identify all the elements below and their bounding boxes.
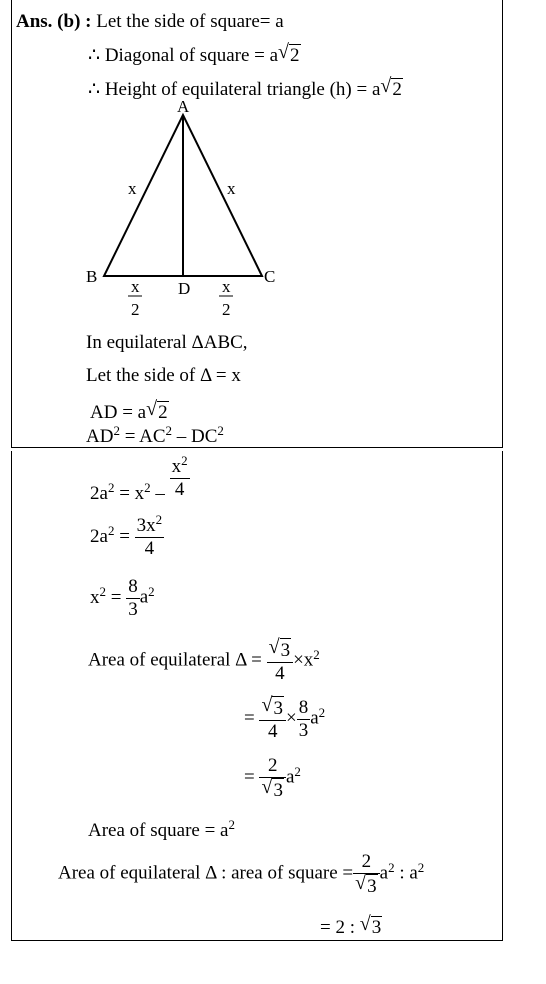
sqrt-2: √ 2 [146,401,169,422]
vertex-c-label: C [264,267,276,286]
area-step-3: = 2 √ 3 $a^2$ [244,755,301,802]
let-side-line: Let the side of Δ = x [86,365,241,386]
diagonal-line [88,44,301,65]
dc-den-label: 2 [222,300,231,319]
pythagoras-equation: $AD^2 = AC^2 - DC^2$ [86,423,224,447]
equation-3: $x^2$ = $\frac{8}{3}$ $a^2$ [90,576,155,620]
in-equilateral-line: In equilateral ΔABC, [86,332,248,353]
vertex-a-label: A [177,98,190,116]
area-step-2: = √ $\frac{3}{4}$ × $\frac{8}{3}$ $a^2$ [244,696,325,743]
sqrt-2: √ 2 [278,44,301,65]
equation-1: $2a^2 = x^2$ – $\frac{x^2}{4}$ [90,453,188,504]
fraction-8-over-3: $\frac{8}{3}$ [128,576,138,620]
answer-line-1 [16,12,284,31]
fraction-sqrt3-over-4: √ $\frac{3}{4}$ [267,638,294,685]
point-d-label: D [178,279,191,298]
area-triangle-equation: Area of equilateral Δ = √ $\frac{3}{4}$ $\times x^2$ [88,638,320,685]
side-ac-label: x [227,179,236,198]
equation-2: $2a^2$ = $\frac{3x^2}{4}$ [90,512,163,559]
area-square-line: Area of square = $a^2$ [88,817,235,841]
bd-den-label: 2 [131,300,140,319]
ad-equation: AD = a√ 2 [90,401,169,422]
height-text: ∴ Height of equilateral triangle (h) = a [88,79,381,100]
diagonal-text: ∴ Diagonal of square = a [88,45,279,66]
side-of-square-text: Let the side of square= a [96,11,284,32]
side-ab-label: x [128,179,137,198]
triangle-diagram [80,98,290,323]
final-ratio: = 2 : √ 3 [320,916,382,937]
height-line [88,78,403,99]
sqrt-2: √ 2 [380,78,403,99]
ratio-equation: Area of equilateral Δ : area of square = 2 √ 3 $a^2$ : $a^2$ [58,851,424,898]
fraction-x2-over-4: $\frac{x^2}{4}$ [171,453,188,500]
answer-label: Ans. (b) : [16,11,92,32]
bd-num-label: x [131,277,140,296]
vertex-b-label: B [86,267,98,286]
sqrt-3: √ 3 [360,916,383,937]
dc-num-label: x [222,277,231,296]
fraction-3x2-over-4: $\frac{3x^2}{4}$ [136,512,163,559]
